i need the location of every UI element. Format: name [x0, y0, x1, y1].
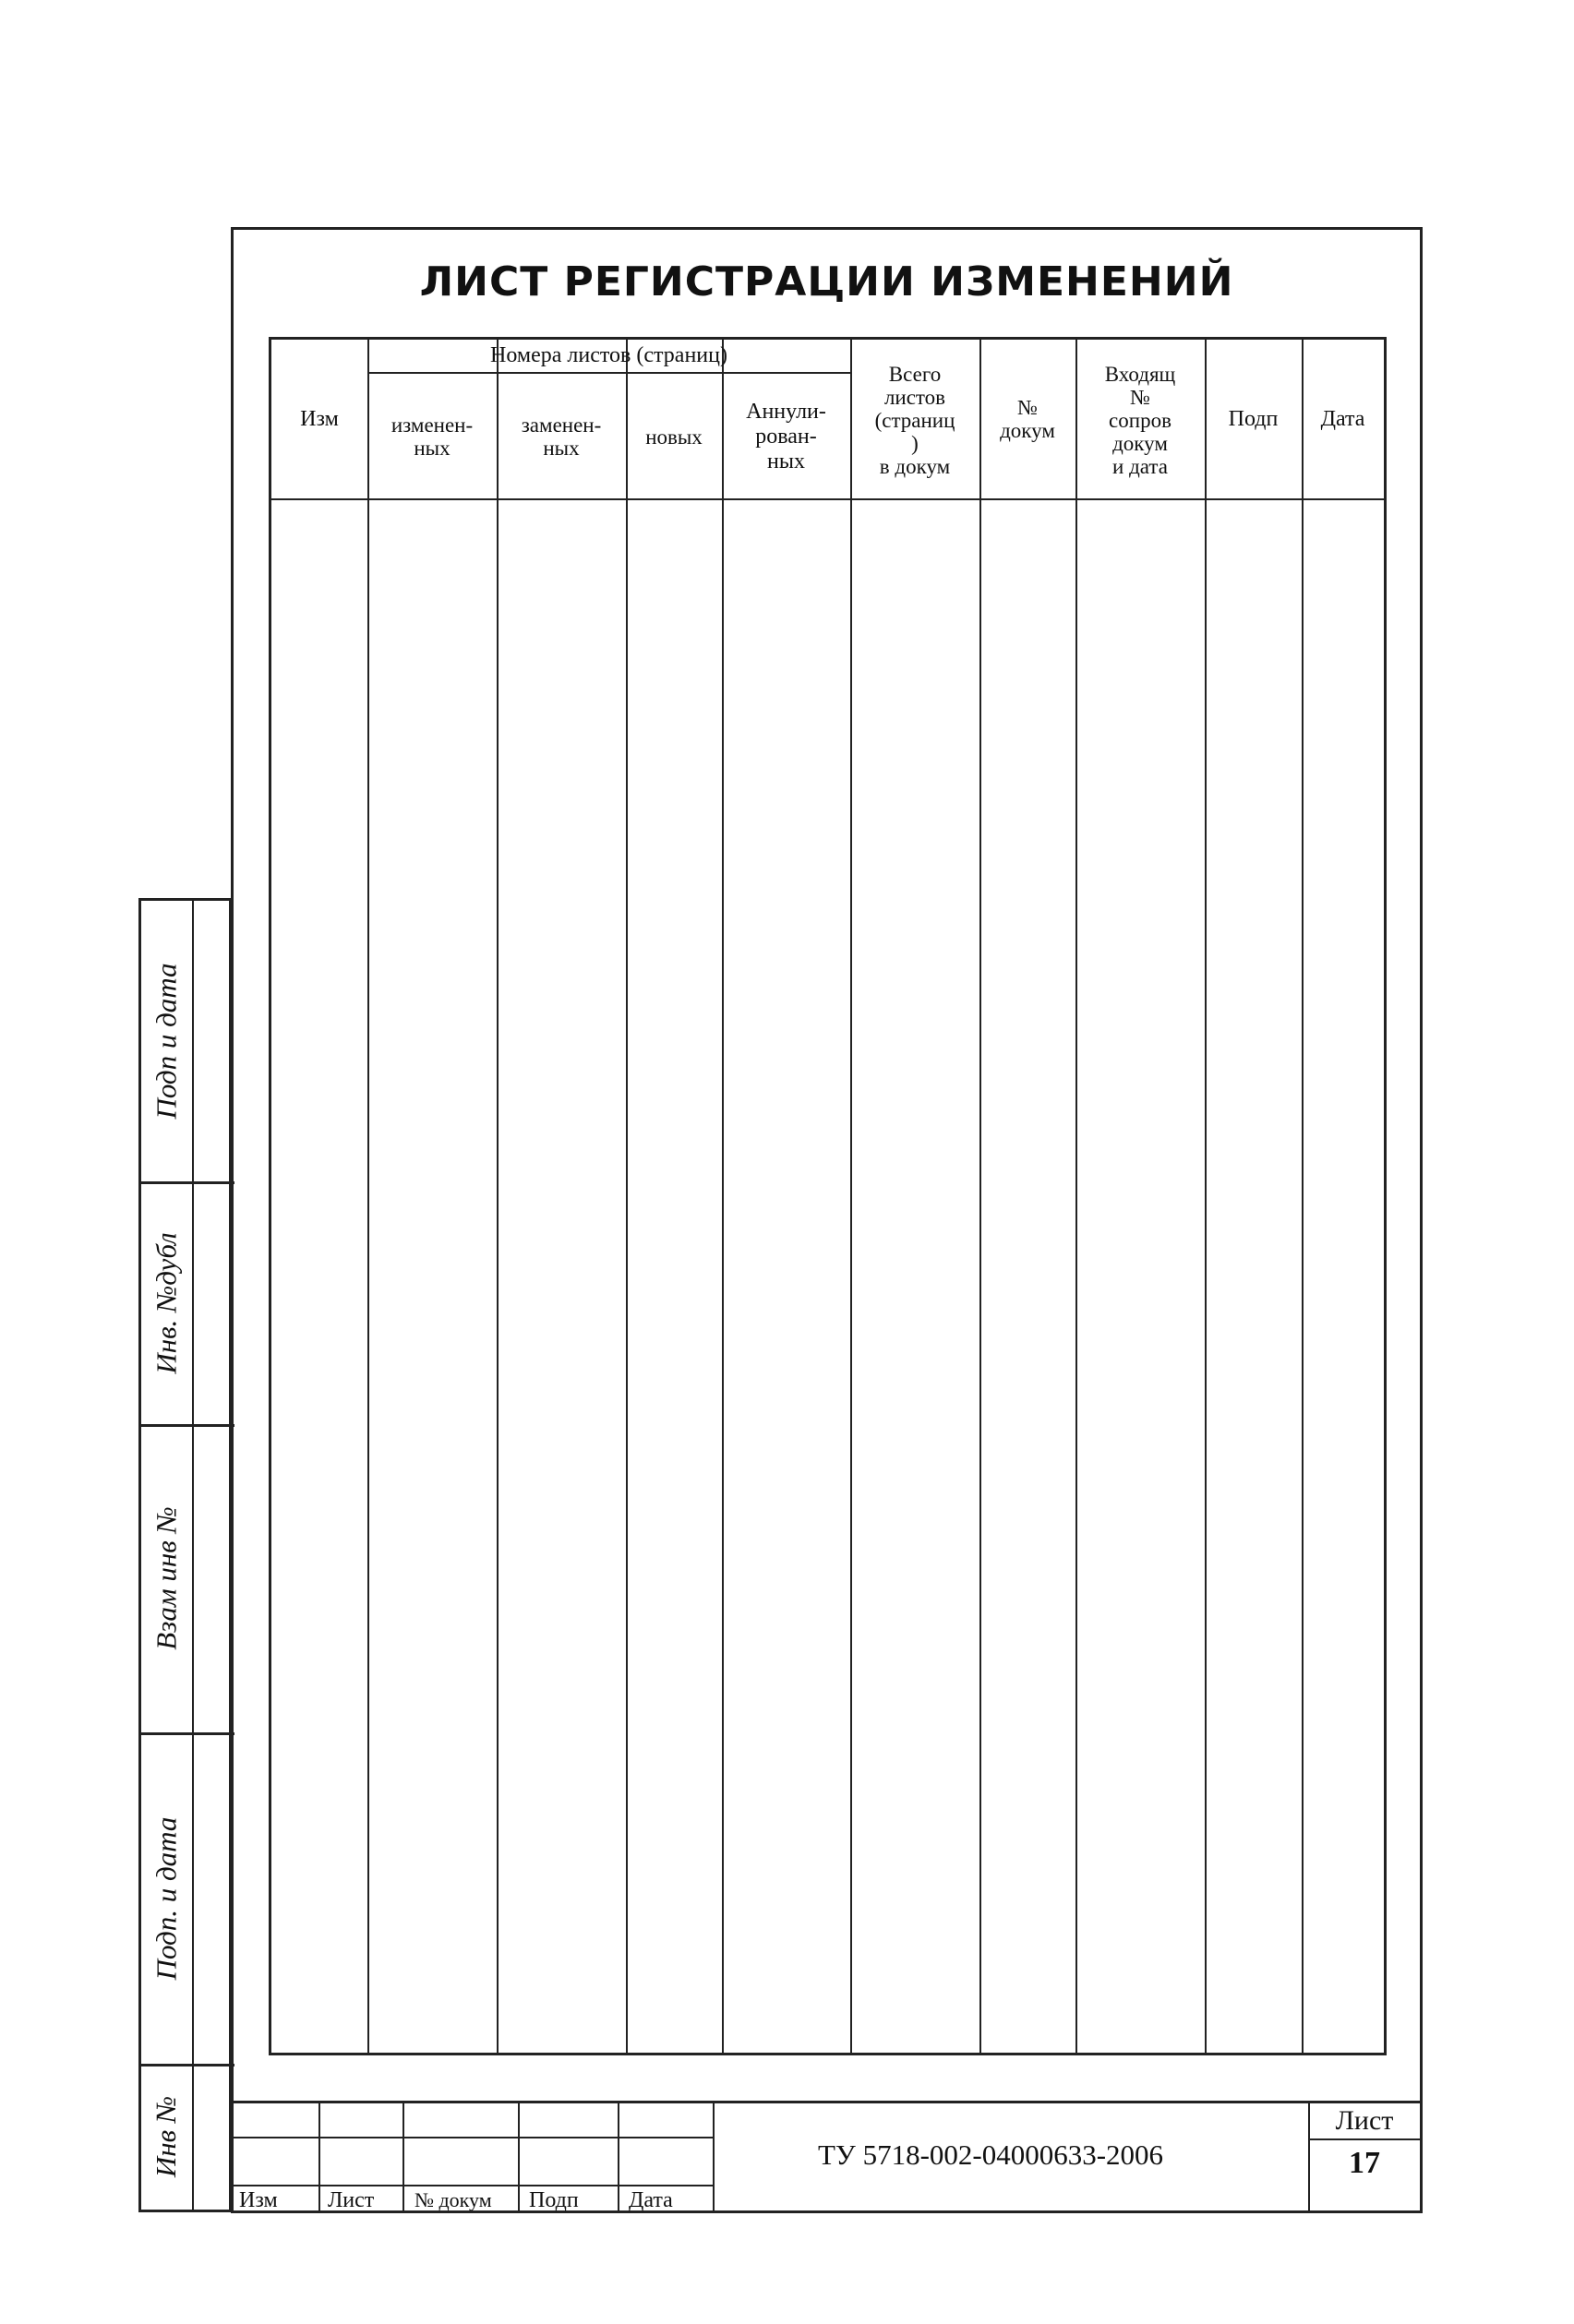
header-annulirovannyh — [722, 375, 850, 498]
side-label-inv-dubl: Инв. №дубл — [150, 1231, 183, 1374]
header-zamenennyh-line: заменен- — [521, 413, 602, 437]
header-izmenennyh-line: ных — [414, 437, 451, 460]
side-cell-podp-i-data-2 — [141, 1732, 192, 2064]
changes-registration-table — [269, 337, 1387, 2055]
tb-label-data: Дата — [629, 2188, 673, 2212]
title-block-divider — [518, 2103, 520, 2210]
side-label-podp-i-data: Подп и дата — [150, 963, 183, 1120]
column-divider — [367, 340, 369, 2053]
header-vsego-line: листов — [883, 385, 946, 409]
column-divider — [1205, 340, 1207, 2053]
side-stamp-divider — [192, 901, 194, 2210]
header-vsego-line: (страниц — [874, 408, 955, 432]
header-vhodyash-line: докум — [1112, 431, 1168, 455]
header-vhodyash — [1075, 341, 1205, 498]
header-izmenennyh-line: изменен- — [390, 413, 474, 437]
title-block-divider — [403, 2103, 404, 2210]
title-block-row-line — [234, 2137, 713, 2138]
header-vhodyash-line: Входящ — [1104, 362, 1176, 386]
header-vsego-listov — [850, 341, 979, 498]
header-izm: Изм — [300, 406, 339, 431]
title-block-divider — [618, 2103, 619, 2210]
column-divider — [626, 340, 628, 2053]
side-label-podp-i-data-2: Подп. и дата — [150, 1816, 183, 1980]
header-vsego-line: Всего — [888, 362, 942, 386]
title-block-divider — [713, 2103, 715, 2210]
header-sheet-numbers-group: Номера листов (страниц) — [490, 343, 727, 367]
header-izmenennyh — [367, 375, 497, 498]
header-zamenennyh-line: ных — [543, 437, 580, 460]
header-vhodyash-line: № — [1130, 385, 1150, 409]
page-title: ЛИСТ РЕГИСТРАЦИИ ИЗМЕНЕНИЙ — [419, 258, 1234, 305]
header-bottom-line — [271, 498, 1384, 500]
column-divider — [1075, 340, 1077, 2053]
tb-label-list: Лист — [328, 2188, 375, 2212]
header-nomer-dokum-line: № — [1017, 396, 1038, 419]
side-cell-inv-dubl — [141, 1181, 192, 1424]
header-vhodyash-line: и дата — [1112, 454, 1168, 478]
tb-label-izm: Изм — [239, 2188, 278, 2212]
document-code: ТУ 5718-002-04000633-2006 — [817, 2138, 1164, 2171]
header-nomer-dokum-line: докум — [1000, 419, 1055, 442]
side-cell-vzam-inv — [141, 1424, 192, 1732]
side-binding-stamp — [138, 898, 232, 2212]
title-block-row-line — [1308, 2138, 1420, 2140]
sheet-label: Лист — [1335, 2105, 1394, 2136]
sheet-number: 17 — [1349, 2146, 1380, 2180]
header-nomer-dokum — [979, 340, 1075, 498]
header-annulirovannyh-line: ных — [767, 449, 805, 473]
column-divider — [1302, 340, 1304, 2053]
column-divider — [979, 340, 981, 2053]
side-cell-podp-i-data — [141, 901, 192, 1181]
tb-label-podp: Подп — [529, 2188, 579, 2212]
column-divider — [850, 340, 852, 2053]
group-header-divider — [367, 372, 850, 374]
column-divider — [722, 340, 724, 2053]
header-vhodyash-line: сопров — [1109, 408, 1171, 432]
header-annulirovannyh-line: Аннули- — [746, 399, 826, 424]
header-vsego-line: в докум — [879, 454, 951, 478]
side-label-vzam-inv: Взам инв № — [150, 1506, 183, 1650]
header-annulirovannyh-line: рован- — [755, 424, 817, 449]
side-label-inv-nomer: Инв № — [150, 2095, 183, 2178]
tb-label-nomer-dokum: № докум — [415, 2188, 492, 2211]
header-podp: Подп — [1228, 406, 1279, 431]
header-vsego-line: ) — [911, 431, 919, 455]
title-block-divider — [318, 2103, 320, 2210]
header-data: Дата — [1320, 406, 1365, 431]
title-block-stamp — [231, 2101, 1423, 2213]
title-block-row-line — [234, 2185, 713, 2186]
side-cell-inv-nomer — [141, 2064, 192, 2210]
header-novyh: новых — [645, 425, 703, 449]
column-divider — [497, 340, 499, 2053]
header-zamenennyh — [497, 375, 626, 498]
